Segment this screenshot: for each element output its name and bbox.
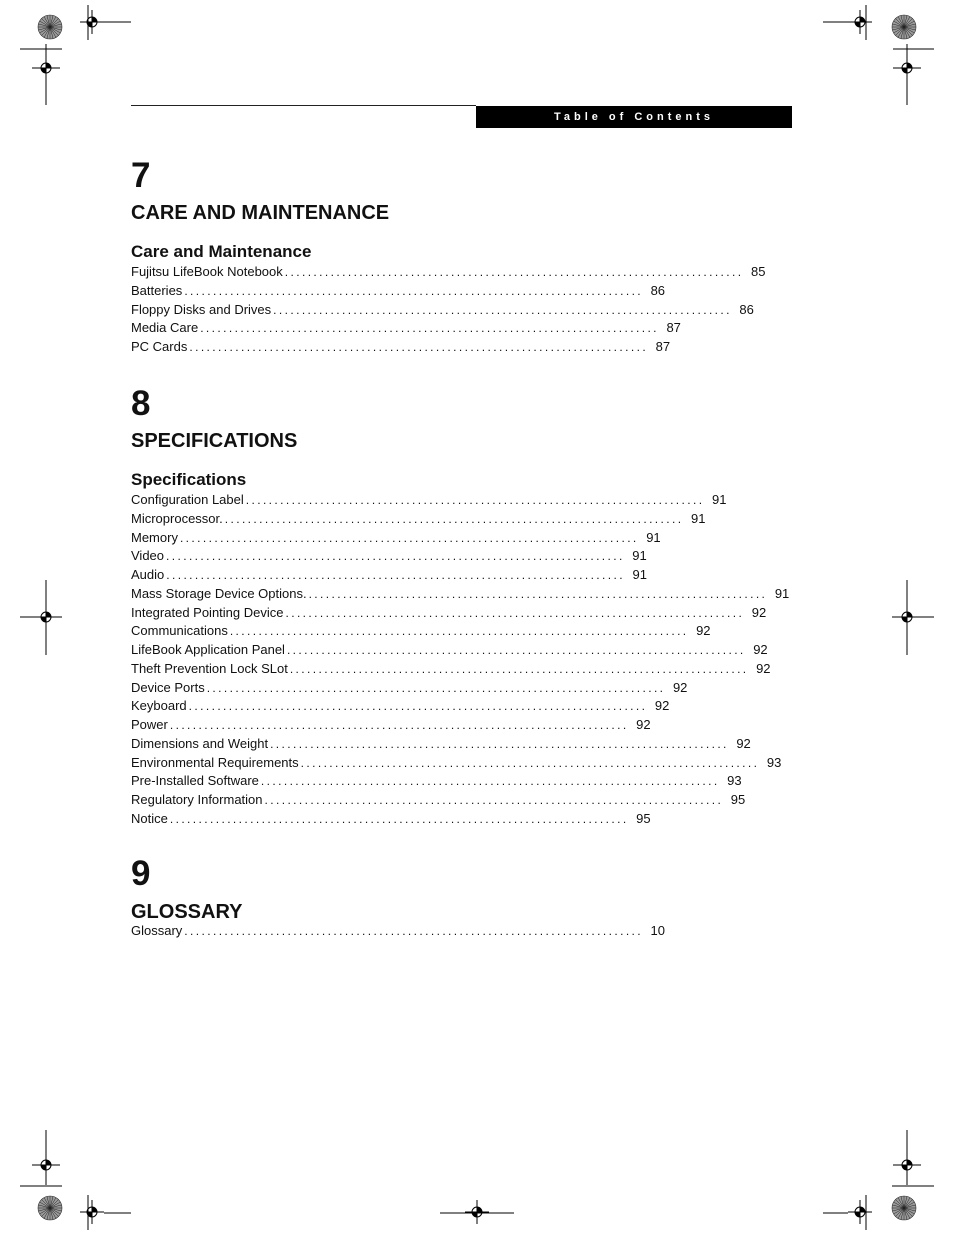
chapter-title: CARE AND MAINTENANCE — [131, 202, 390, 224]
chapter-8 — [131, 384, 790, 829]
toc-entry-page: 87 — [655, 339, 671, 354]
toc-entry[interactable] — [131, 338, 671, 357]
toc-entry[interactable] — [131, 282, 666, 301]
toc-entry-label: Device Ports — [131, 679, 205, 695]
toc-entry-page: 95 — [636, 810, 651, 826]
dot-leader: ................................................................................ — [285, 605, 745, 620]
toc-entry-page: 87 — [666, 320, 681, 336]
toc-entry[interactable] — [131, 263, 766, 282]
toc-entry[interactable] — [131, 791, 746, 810]
toc-entry[interactable] — [131, 622, 711, 641]
registration-quadrant — [477, 1207, 482, 1212]
toc-entry[interactable] — [131, 529, 661, 548]
toc-entry-label: Audio — [131, 567, 165, 582]
registration-quadrant — [92, 1207, 97, 1212]
registration-quadrant — [902, 617, 907, 622]
dot-leader: ................................................................................ — [300, 755, 760, 770]
dot-leader: ................................................................................ — [184, 924, 644, 938]
dot-leader: ................................................................................ — [206, 680, 666, 695]
header-title: Table of Contents — [553, 111, 715, 123]
toc-entry-label: Communications — [131, 623, 228, 639]
dot-leader: ................................................................................ — [264, 793, 724, 807]
toc-entry-label: Media Care — [131, 320, 199, 336]
registration-quadrant — [855, 22, 860, 27]
toc-entry-page: 93 — [727, 773, 742, 789]
toc-entry-label: Fujitsu LifeBook Notebook — [131, 264, 283, 279]
dot-leader: ................................................................................ — [189, 340, 649, 354]
toc-entry[interactable] — [131, 319, 681, 338]
toc-entry-label: Glossary — [131, 923, 183, 938]
toc-entry[interactable] — [131, 772, 742, 791]
chapter-number: 9 — [131, 854, 151, 893]
section-title: Care and Maintenance — [131, 242, 312, 261]
dot-leader: ................................................................................ — [245, 493, 705, 507]
toc-entry-page: 91 — [712, 492, 727, 507]
toc-entry-label: Dimensions and Weight — [131, 735, 269, 751]
dot-leader: ................................................................................ — [179, 530, 639, 545]
dot-leader: ................................................................................ — [166, 568, 625, 582]
toc-entry[interactable] — [131, 754, 782, 773]
toc-entry-label: Integrated Pointing Device — [131, 604, 284, 620]
toc-entry-label: Video — [131, 548, 165, 564]
toc-entry[interactable] — [131, 301, 754, 320]
toc-entry-page: 92 — [736, 735, 751, 751]
chapter-7 — [131, 156, 766, 357]
toc-entry-page: 92 — [672, 679, 688, 695]
toc-entry-page: 10 — [650, 923, 666, 938]
registration-quadrant — [855, 1212, 860, 1217]
toc-entry-page: 85 — [751, 264, 766, 279]
registration-quadrant — [46, 63, 51, 68]
registration-quadrant — [902, 1165, 907, 1170]
toc-entry-label: Mass Storage Device Options. — [131, 585, 307, 601]
dot-leader: ................................................................................ — [229, 624, 689, 639]
dot-leader: ................................................................................ — [166, 549, 625, 564]
dot-leader: ................................................................................ — [169, 811, 629, 826]
chapter-title: GLOSSARY — [131, 901, 243, 923]
toc-entry-label: Environmental Requirements — [131, 754, 299, 770]
toc-entry-page: 92 — [753, 642, 768, 657]
toc-entry-label: Configuration Label — [131, 492, 244, 507]
toc-list — [131, 263, 766, 357]
dot-leader: ................................................................................ — [270, 736, 729, 751]
toc-entry[interactable] — [131, 641, 768, 660]
toc-entry[interactable] — [131, 547, 647, 566]
registration-quadrant — [907, 63, 912, 68]
toc-list — [131, 922, 666, 941]
chapter-title: SPECIFICATIONS — [131, 430, 298, 452]
toc-entry-label: Keyboard — [131, 698, 187, 714]
chapter-9 — [131, 854, 666, 941]
toc-entry-label: Floppy Disks and Drives — [131, 301, 272, 317]
toc-list — [131, 491, 790, 829]
dot-leader: ................................................................................ — [260, 774, 720, 789]
registration-quadrant — [46, 1160, 51, 1165]
dot-leader: ................................................................................ — [200, 321, 659, 336]
toc-entry[interactable] — [131, 716, 651, 735]
dot-leader: ................................................................................ — [286, 643, 746, 657]
toc-entry[interactable] — [131, 922, 666, 941]
registration-quadrant — [41, 617, 46, 622]
toc-entry-label: Pre-Installed Software — [131, 773, 259, 789]
toc-entry-page: 92 — [751, 604, 767, 620]
toc-entry[interactable] — [131, 566, 647, 585]
toc-entry-page: 91 — [646, 529, 661, 545]
toc-entry[interactable] — [131, 604, 767, 623]
header-rule — [131, 105, 476, 106]
toc-entry-label: Regulatory Information — [131, 792, 263, 807]
toc-entry[interactable] — [131, 585, 790, 604]
toc-entry-label: Notice — [131, 810, 168, 826]
toc-entry-label: Theft Prevention Lock SLot — [131, 660, 288, 676]
toc-entry-label: PC Cards — [131, 339, 188, 354]
dot-leader: ................................................................................ — [308, 586, 768, 601]
registration-quadrant — [902, 68, 907, 73]
toc-entry-label: Microprocessor. — [131, 510, 223, 526]
section-title: Specifications — [131, 470, 247, 489]
toc-entry-page: 92 — [756, 660, 771, 676]
dot-leader: ................................................................................ — [169, 718, 629, 732]
toc-entry-page: 95 — [730, 792, 746, 807]
registration-quadrant — [46, 612, 51, 617]
registration-quadrant — [41, 1165, 46, 1170]
chapter-number: 7 — [131, 156, 151, 195]
toc-entry-page: 91 — [691, 510, 706, 526]
toc-entry[interactable] — [131, 679, 688, 698]
registration-quadrant — [907, 1160, 912, 1165]
toc-entry-page: 92 — [636, 717, 651, 732]
toc-entry-label: Batteries — [131, 282, 183, 298]
toc-entry[interactable] — [131, 510, 706, 529]
toc-entry-page: 93 — [766, 754, 782, 770]
dot-leader: ................................................................................ — [289, 661, 749, 676]
dot-leader: ................................................................................ — [284, 265, 744, 279]
toc-entry-label: Power — [131, 717, 168, 732]
registration-quadrant — [92, 17, 97, 22]
dot-leader: ................................................................................ — [273, 302, 732, 317]
toc-entry[interactable] — [131, 735, 751, 754]
toc-entry-page: 91 — [774, 585, 790, 601]
dot-leader: ................................................................................ — [184, 283, 644, 298]
toc-entry-page: 92 — [696, 623, 711, 639]
toc-entry[interactable] — [131, 660, 771, 679]
toc-entry[interactable] — [131, 697, 670, 716]
registration-quadrant — [860, 1207, 865, 1212]
toc-entry-page: 92 — [654, 698, 670, 714]
toc-entry[interactable] — [131, 810, 651, 829]
registration-quadrant — [860, 17, 865, 22]
toc-entry-page: 91 — [632, 548, 647, 564]
toc-entry-page: 91 — [632, 567, 647, 582]
page-header — [476, 106, 792, 128]
toc-entry[interactable] — [131, 491, 727, 510]
dot-leader: ................................................................................ — [224, 511, 684, 526]
registration-quadrant — [41, 68, 46, 73]
dot-leader: ................................................................................ — [188, 699, 648, 714]
registration-quadrant — [907, 612, 912, 617]
toc-entry-label: LifeBook Application Panel — [131, 642, 285, 657]
chapter-number: 8 — [131, 384, 151, 423]
toc-entry-page: 86 — [739, 301, 754, 317]
toc-entry-label: Memory — [131, 529, 178, 545]
toc-entry-page: 86 — [650, 282, 666, 298]
